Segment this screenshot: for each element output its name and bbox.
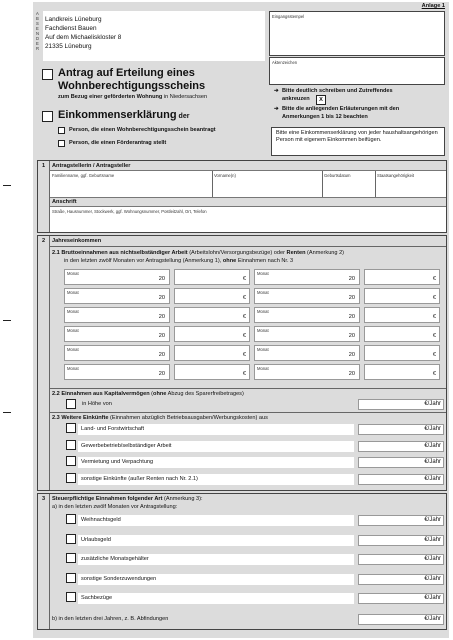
payment-type-field	[78, 574, 354, 585]
month-label: Monat	[67, 328, 79, 333]
subsection-number: 2.3	[52, 415, 60, 421]
payment-type-label: Sachbezüge	[81, 595, 113, 601]
income-title	[58, 109, 189, 121]
main-subtitle-bold: zum Bezug einer geförderten Wohnung	[58, 94, 164, 100]
address-line: Landkreis Lüneburg	[45, 16, 102, 23]
margin-letter: R	[36, 46, 40, 51]
month-label: Monat	[257, 309, 269, 314]
margin-letter: S	[36, 21, 39, 26]
year-prefix: 20	[158, 371, 165, 377]
amount-field[interactable]	[174, 326, 250, 342]
section-number: 3	[42, 496, 46, 502]
subsection-text: (Anmerkung 2)	[305, 250, 345, 256]
special-payment-row	[64, 572, 446, 589]
per-year-unit: €/Jahr	[424, 426, 441, 432]
amount-field[interactable]	[174, 307, 250, 323]
option-funding-label: Person, die einen Förderantrag stellt	[69, 140, 167, 146]
income-type-label: sonstige Einkünfte (außer Renten nach Nr. 2.1)	[81, 475, 198, 482]
income-type-label: Vermietung und Verpachtung	[81, 459, 154, 465]
amount-field[interactable]	[364, 307, 440, 323]
month-field[interactable]	[64, 364, 170, 380]
euro-unit: €	[432, 314, 436, 320]
received-stamp-box	[269, 11, 445, 56]
margin-letter: E	[36, 41, 39, 46]
amount-field[interactable]	[364, 288, 440, 304]
amount-field[interactable]	[174, 288, 250, 304]
other-income-row	[64, 456, 446, 471]
month-field[interactable]	[254, 269, 360, 285]
section-divider	[49, 494, 50, 629]
month-entry	[254, 307, 440, 323]
severance-amount[interactable]	[358, 614, 444, 625]
month-entry	[64, 364, 250, 380]
month-label: Monat	[67, 309, 79, 314]
main-title-line2: Wohnberechtigungsscheins	[58, 80, 206, 92]
euro-unit: €	[432, 371, 436, 377]
fold-mark	[3, 185, 11, 186]
year-prefix: 20	[158, 314, 165, 320]
payment-type-field	[78, 593, 354, 604]
income-amount-field[interactable]	[358, 457, 444, 468]
euro-unit: €	[242, 276, 246, 282]
month-label: Monat	[257, 290, 269, 295]
amount-field[interactable]	[174, 269, 250, 285]
hint-text: ankreuzen	[282, 96, 310, 102]
payment-amount-field[interactable]	[358, 515, 444, 526]
file-ref-label: Aktenzeichen	[272, 60, 298, 65]
received-stamp-label: Eingangsstempel	[272, 14, 305, 19]
income-type-label: Land- und Forstwirtschaft	[81, 426, 145, 432]
special-payment-row	[64, 533, 446, 550]
section-1	[37, 160, 447, 233]
hint-text: Bitte die anliegenden Erläuterungen mit den	[282, 106, 400, 112]
subsection-text: Einnahmen nach Nr. 3	[236, 258, 294, 264]
income-title-suffix: der	[176, 113, 190, 120]
subsection-bold: Weitere Einkünfte	[61, 415, 109, 421]
income-title-text: Einkommenserklärung	[58, 109, 177, 121]
main-title-line1: Antrag auf Erteilung eines	[58, 67, 195, 79]
section-title-text: (Anmerkung 3):	[162, 496, 203, 502]
form-sheet	[33, 2, 449, 638]
section-3	[37, 493, 447, 630]
hint-arrow-icon: ➔	[274, 106, 279, 112]
income-amount-field[interactable]	[358, 441, 444, 452]
subsection-text: Abzug des Sparerfreibetrages)	[166, 391, 244, 397]
section-title	[52, 496, 203, 502]
margin-letter: A	[36, 11, 39, 16]
year-prefix: 20	[158, 352, 165, 358]
payment-type-checkbox[interactable]	[66, 553, 76, 563]
year-prefix: 20	[158, 276, 165, 282]
field-label: Staatsangehörigkeit	[377, 173, 415, 178]
subsection-text: (Arbeitslohn/Versorgungsbezüge) oder	[187, 250, 287, 256]
main-subtitle	[58, 94, 207, 100]
wbs-checkbox[interactable]	[42, 69, 53, 80]
year-prefix: 20	[348, 314, 355, 320]
address-line: Fachdienst Bauen	[45, 25, 97, 32]
month-field[interactable]	[64, 307, 170, 323]
payment-amount-field[interactable]	[358, 535, 444, 546]
payment-type-label: zusätzliche Monatsgehälter	[81, 556, 149, 562]
address-field[interactable]	[50, 206, 446, 232]
special-payment-row	[64, 513, 446, 530]
other-income-row	[64, 423, 446, 438]
per-year-unit: €/Jahr	[424, 475, 441, 482]
income-type-field	[78, 457, 354, 468]
month-entry	[254, 364, 440, 380]
income-declaration-checkbox[interactable]	[42, 111, 53, 122]
section-title: Jahreseinkommen	[52, 238, 102, 244]
address-line: 21335 Lüneburg	[45, 43, 92, 50]
income-type-label: Gewerbebetrieb/selbständiger Arbeit	[81, 442, 172, 449]
other-income-row	[64, 473, 446, 488]
section-2	[37, 235, 447, 491]
row-divider	[50, 388, 446, 389]
month-field[interactable]	[64, 269, 170, 285]
section-divider	[49, 236, 50, 490]
payment-type-field	[78, 535, 354, 546]
payment-type-checkbox[interactable]	[66, 534, 76, 544]
year-prefix: 20	[348, 295, 355, 301]
amount-field[interactable]	[364, 345, 440, 361]
year-prefix: 20	[158, 333, 165, 339]
sender-margin	[36, 11, 42, 51]
euro-unit: €	[242, 352, 246, 358]
income-type-checkbox[interactable]	[66, 473, 76, 483]
per-year-unit: €/Jahr	[424, 442, 441, 449]
payment-type-checkbox[interactable]	[66, 514, 76, 524]
month-entry	[254, 269, 440, 285]
month-field[interactable]	[254, 307, 360, 323]
payment-amount-field[interactable]	[358, 574, 444, 585]
hint-x-mark: X	[316, 95, 326, 105]
capital-income-checkbox[interactable]	[66, 399, 76, 409]
month-label: Monat	[67, 366, 79, 371]
fold-mark	[3, 412, 11, 413]
row-divider	[50, 412, 446, 413]
section-title-bold: Steuerpflichtige Einnahmen folgender Art	[52, 496, 163, 502]
month-entry	[64, 269, 250, 285]
income-amount-field[interactable]	[358, 474, 444, 485]
year-prefix: 20	[158, 295, 165, 301]
year-prefix: 20	[348, 371, 355, 377]
euro-unit: €	[432, 295, 436, 301]
amount-field[interactable]	[364, 364, 440, 380]
hint-text: Anmerkungen 1 bis 12 beachten	[282, 114, 368, 120]
field-divider	[212, 171, 213, 197]
month-field[interactable]	[64, 326, 170, 342]
month-entry	[64, 288, 250, 304]
payment-amount-field[interactable]	[358, 593, 444, 604]
field-label: Familienname, ggf. Geburtsname	[52, 173, 115, 178]
row-divider	[50, 246, 446, 247]
part-b-label: b) in den letzten drei Jahren, z. B. Abfindungen	[52, 616, 169, 622]
income-amount-field[interactable]	[358, 424, 444, 435]
per-year-unit: €/Jahr	[424, 517, 441, 523]
subsection-text: in den letzten zwölf Monaten vor Antragstellung (Anmerkung 1),	[64, 258, 223, 264]
subsection-bold: Bruttoeinnahmen aus nichtselbständiger Arbeit	[61, 250, 188, 256]
field-divider	[375, 171, 376, 197]
per-year-unit: €/Jahr	[424, 556, 441, 562]
month-entry	[254, 326, 440, 342]
payment-type-label: Weihnachtsgeld	[81, 517, 121, 523]
section-number: 2	[42, 238, 46, 244]
subsection-text: (	[149, 391, 154, 397]
month-field[interactable]	[254, 364, 360, 380]
payment-type-label: sonstige Sonderzuwendungen	[81, 575, 157, 582]
income-type-field	[78, 424, 354, 435]
subsection-text: (Einnahmen abzüglich Betriebsausgaben/Werbungskosten) aus	[108, 415, 268, 421]
year-prefix: 20	[348, 352, 355, 358]
month-label: Monat	[257, 271, 269, 276]
month-label: Monat	[257, 347, 269, 352]
annex-label: Anlage 1	[421, 3, 445, 9]
address-line: Auf dem Michaeliskloster 8	[45, 34, 122, 41]
address-box	[43, 11, 265, 61]
per-year-unit: €/Jahr	[424, 459, 441, 465]
euro-unit: €	[432, 333, 436, 339]
amount-field[interactable]	[174, 345, 250, 361]
month-label: Monat	[257, 328, 269, 333]
part-a-label: a) in den letzten zwölf Monaten vor Antragstellung:	[52, 504, 178, 510]
year-prefix: 20	[348, 333, 355, 339]
main-subtitle-region: in Niedersachsen	[163, 94, 208, 100]
euro-unit: €	[242, 371, 246, 377]
amount-field[interactable]	[364, 326, 440, 342]
special-payment-row	[64, 591, 446, 608]
per-year-unit: €/Jahr	[424, 536, 441, 543]
option-funding-checkbox[interactable]	[58, 140, 65, 147]
hint-text: Bitte deutlich schreiben und Zutreffendes	[282, 88, 393, 94]
per-year-unit: €/Jahr	[424, 616, 441, 622]
info-box: Bitte eine Einkommenserklärung von jeder haushaltsangehörigen Person mit eigenem Einkommen beifügen.	[271, 127, 445, 156]
per-year-unit: €/Jahr	[424, 595, 441, 601]
address-title: Anschrift	[52, 199, 77, 205]
option-wbs-label: Person, die einen Wohnberechtigungsschein beantragt	[69, 127, 216, 133]
special-payments-list	[64, 513, 446, 611]
payment-type-label: Urlaubsgeld	[81, 536, 111, 543]
subsection-2-1-title	[52, 249, 444, 265]
month-entry	[254, 288, 440, 304]
capital-income-label: in Höhe von	[82, 401, 112, 407]
personal-data-row	[50, 170, 446, 198]
month-field[interactable]	[64, 345, 170, 361]
margin-letter: D	[36, 36, 40, 41]
subsection-number: 2.1	[52, 250, 60, 256]
year-prefix: 20	[348, 276, 355, 282]
month-entry	[64, 307, 250, 323]
subsection-bold: Einnahmen aus Kapitalvermögen	[61, 391, 150, 397]
section-title: Antragstellerin / Antragsteller	[52, 163, 131, 169]
euro-unit: €	[242, 333, 246, 339]
field-label: Vorname(n)	[214, 173, 236, 178]
month-grid	[64, 269, 446, 385]
special-payment-row	[64, 552, 446, 569]
per-year-unit: €/Jahr	[424, 401, 441, 407]
month-field[interactable]	[254, 345, 360, 361]
margin-letter: N	[36, 31, 40, 36]
subsection-2-3-title	[52, 415, 268, 421]
subsection-number: 2.2	[52, 391, 60, 397]
month-field[interactable]	[254, 288, 360, 304]
income-type-checkbox[interactable]	[66, 456, 76, 466]
euro-unit: €	[432, 276, 436, 282]
field-label: Geburtsdatum	[324, 173, 351, 178]
amount-field[interactable]	[364, 269, 440, 285]
month-label: Monat	[67, 347, 79, 352]
income-type-field	[78, 441, 354, 452]
income-type-checkbox[interactable]	[66, 423, 76, 433]
address-hint: Straße, Hausnummer, Stockwerk, ggf. Wohnungsnummer, Postleitzahl, Ort, Telefon	[52, 209, 207, 214]
subsection-bold: ohne	[222, 258, 237, 264]
payment-type-checkbox[interactable]	[66, 573, 76, 583]
subsection-bold: ohne	[153, 391, 167, 397]
other-income-row	[64, 440, 446, 455]
month-label: Monat	[257, 366, 269, 371]
month-field[interactable]	[64, 288, 170, 304]
capital-income-amount[interactable]	[358, 399, 444, 410]
month-field[interactable]	[254, 326, 360, 342]
payment-type-field	[78, 554, 354, 565]
payment-amount-field[interactable]	[358, 554, 444, 565]
fold-mark	[3, 320, 11, 321]
month-entry	[254, 345, 440, 361]
payment-type-checkbox[interactable]	[66, 592, 76, 602]
month-label: Monat	[67, 290, 79, 295]
subsection-2-2-title	[52, 391, 244, 397]
field-divider	[322, 171, 323, 197]
euro-unit: €	[432, 352, 436, 358]
month-entry	[64, 326, 250, 342]
section-number: 1	[42, 163, 46, 169]
month-label: Monat	[67, 271, 79, 276]
euro-unit: €	[242, 314, 246, 320]
amount-field[interactable]	[174, 364, 250, 380]
other-income-list	[64, 423, 446, 489]
margin-letter: B	[36, 16, 39, 21]
per-year-unit: €/Jahr	[424, 575, 441, 582]
subsection-bold: Renten	[286, 250, 306, 256]
month-entry	[64, 345, 250, 361]
income-type-checkbox[interactable]	[66, 440, 76, 450]
income-type-field	[78, 474, 354, 485]
margin-letter: E	[36, 26, 39, 31]
euro-unit: €	[242, 295, 246, 301]
file-ref-box[interactable]	[269, 57, 445, 85]
option-wbs-checkbox[interactable]	[58, 127, 65, 134]
hint-arrow-icon: ➔	[274, 88, 279, 94]
payment-type-field	[78, 515, 354, 526]
